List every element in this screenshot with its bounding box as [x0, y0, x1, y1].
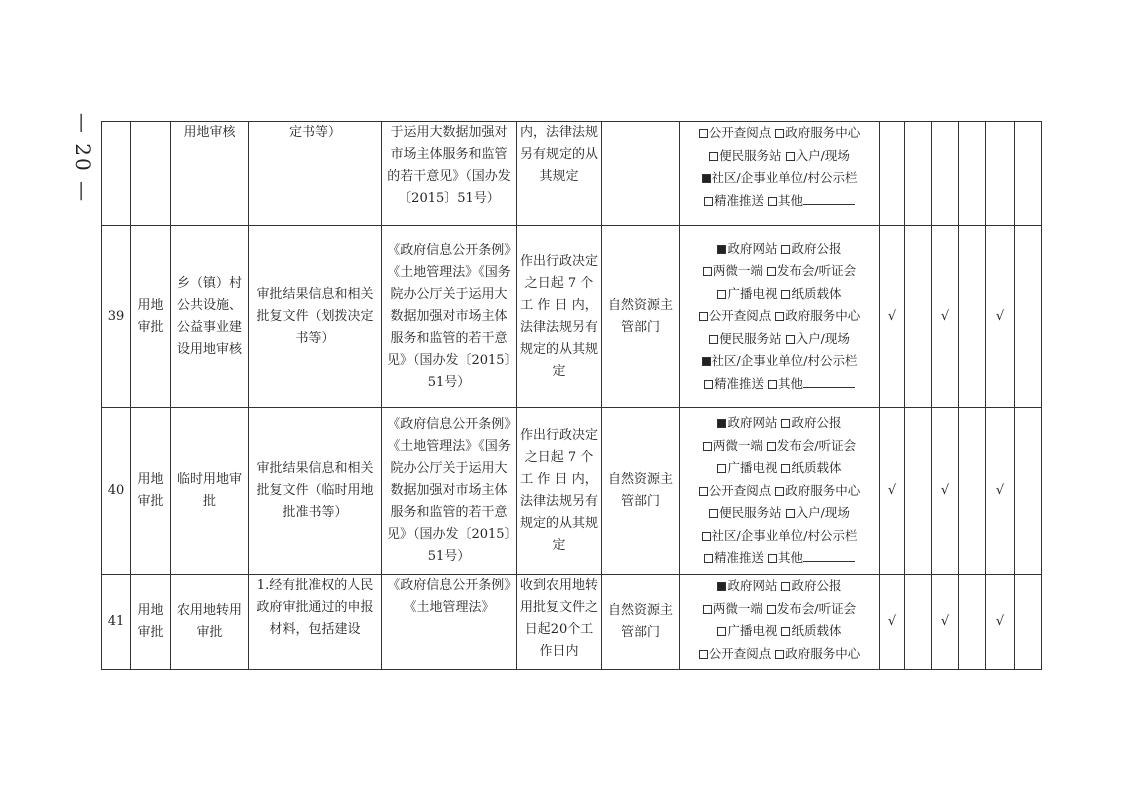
- check-mark-cell: [959, 122, 986, 226]
- checkbox-icon: [786, 509, 795, 518]
- checkbox-icon: [768, 197, 777, 206]
- channel-line: [683, 643, 876, 666]
- channel-line: [683, 547, 876, 570]
- checkbox-icon: [699, 487, 708, 496]
- legal-basis-cell-text: 于运用大数据加强对市场主体服务和监管的若干意见》（国办发〔2015〕51号）: [387, 125, 511, 206]
- check-mark-cell: [986, 226, 1015, 408]
- fill-in-blank: [803, 192, 855, 205]
- matter-name-cell-text: 用地审核: [183, 125, 236, 140]
- channel-label: 公开查阅点: [708, 482, 772, 498]
- checkbox-icon: [786, 335, 795, 344]
- channel-label: 公开查阅点: [708, 125, 772, 140]
- checkbox-icon: [709, 335, 718, 344]
- disclosure-channels-cell: [680, 408, 880, 575]
- check-mark-cell: [905, 122, 932, 226]
- check-mark-cell: [986, 122, 1015, 226]
- check-mark-cell: [932, 408, 959, 575]
- disclosure-channels-cell: [680, 575, 880, 670]
- legal-basis-cell: [382, 226, 517, 408]
- channel-label: 精准推送: [713, 192, 764, 208]
- page-number: [68, 112, 98, 204]
- channel-label: 公开查阅点: [708, 645, 772, 661]
- checkbox-icon: [699, 129, 708, 138]
- checkbox-icon: [709, 509, 718, 518]
- channel-label: 发布会/听证会: [776, 600, 857, 616]
- category-cell: [131, 122, 171, 226]
- checkbox-icon: [781, 419, 790, 428]
- check-mark: √: [940, 308, 950, 324]
- checkbox-icon: [717, 627, 726, 636]
- check-mark-cell: [932, 226, 959, 408]
- page-number-text: — 20 —: [71, 112, 96, 204]
- checkbox-icon: [775, 650, 784, 659]
- matter-name-cell-text: 农用地转用审批: [176, 603, 242, 640]
- checkbox-icon: [781, 464, 790, 473]
- channel-line: [683, 620, 876, 643]
- channel-label: 精准推送: [713, 375, 764, 391]
- table-row: [102, 226, 1042, 408]
- checkbox-icon: [775, 312, 784, 321]
- fill-in-blank: [803, 375, 855, 388]
- check-mark-cell: [932, 575, 959, 670]
- channel-line: [683, 373, 876, 396]
- channel-label: 政府服务中心: [785, 125, 861, 140]
- checkbox-icon: [703, 442, 712, 451]
- checkbox-icon: [786, 152, 795, 161]
- disclosure-content-cell-text: 审批结果信息和相关批复文件（划拨决定书等）: [256, 286, 374, 346]
- channel-line: [683, 283, 876, 306]
- row-number-cell-text: 41: [107, 614, 125, 629]
- table-row: [102, 575, 1042, 670]
- legal-basis-cell-text: 《政府信息公开条例》《土地管理法》《国务院办公厅关于运用大数据加强对市场主体服务和监管的若干意见》（国办发〔2015〕51号）: [386, 242, 512, 390]
- row-number-cell: [102, 226, 131, 408]
- disclosure-table: [101, 121, 1042, 670]
- channel-line: [683, 480, 876, 503]
- channel-line: [683, 122, 876, 145]
- responsible-dept-cell: [602, 226, 680, 408]
- row-number-cell: [102, 122, 131, 226]
- channel-line: [683, 238, 876, 261]
- check-mark: √: [887, 614, 897, 629]
- category-cell: [131, 575, 171, 670]
- disclosure-channels-cell: [680, 122, 880, 226]
- check-mark-cell: [1015, 575, 1042, 670]
- channel-label: 入户/现场: [795, 505, 850, 521]
- checkbox-icon: [709, 152, 718, 161]
- channel-label: 入户/现场: [795, 330, 850, 346]
- check-mark: √: [887, 308, 897, 324]
- table-body: [102, 122, 1042, 670]
- row-number-cell-text: 40: [107, 483, 125, 498]
- disclosure-content-cell: [249, 226, 382, 408]
- responsible-dept-cell: [602, 122, 680, 226]
- channel-label: 两微一端: [712, 263, 763, 279]
- checked-box-icon: [702, 357, 711, 366]
- checked-box-icon: [717, 582, 726, 591]
- responsible-dept-cell-text: 自然资源主管部门: [607, 472, 673, 509]
- checkbox-icon: [775, 129, 784, 138]
- channel-label: 社区/企事业单位/村公示栏: [711, 170, 858, 185]
- legal-basis-cell-text: 《政府信息公开条例》《土地管理法》《国务院办公厅关于运用大数据加强对市场主体服务和监管的若干意见》（国办发〔2015〕51号）: [386, 417, 512, 564]
- channel-label: 其他: [777, 192, 803, 208]
- channel-label: 便民服务站: [719, 505, 782, 521]
- channel-label: 广播电视: [727, 460, 778, 476]
- disclosure-content-cell: [249, 122, 382, 226]
- channel-label: 广播电视: [727, 285, 778, 301]
- channel-label: 便民服务站: [719, 330, 782, 346]
- category-cell-text: 用地审批: [137, 472, 164, 509]
- disclosure-channels-cell: [680, 226, 880, 408]
- legal-basis-cell: [382, 575, 517, 670]
- channel-label: 纸质载体: [791, 460, 842, 476]
- check-mark: √: [887, 483, 897, 498]
- row-number-cell: [102, 408, 131, 575]
- check-mark-cell: [986, 575, 1015, 670]
- checkbox-icon: [699, 312, 708, 321]
- channel-label: 纸质载体: [791, 285, 842, 301]
- checkbox-icon: [768, 380, 777, 389]
- checkbox-icon: [703, 267, 712, 276]
- time-limit-cell: [517, 408, 602, 575]
- channel-line: [683, 260, 876, 283]
- channel-label: 政府网站: [727, 415, 778, 431]
- channel-line: [683, 350, 876, 373]
- time-limit-cell: [517, 575, 602, 670]
- channel-line: [683, 457, 876, 480]
- time-limit-cell-text: 作出行政决定之日起 7 个 工 作 日 内，法律法规另有规定的从其规定: [520, 428, 599, 553]
- legal-basis-cell: [382, 408, 517, 575]
- matter-name-cell-text: 临时用地审批: [176, 472, 242, 509]
- channel-label: 政府公报: [791, 578, 842, 593]
- channel-label: 政府网站: [727, 578, 778, 593]
- checkbox-icon: [775, 487, 784, 496]
- checked-box-icon: [717, 419, 726, 428]
- channel-label: 社区/企事业单位/村公示栏: [711, 527, 858, 543]
- channel-label: 其他: [777, 375, 803, 391]
- table-row: [102, 408, 1042, 575]
- channel-label: 政府公报: [791, 240, 842, 256]
- fill-in-blank: [803, 549, 855, 562]
- category-cell: [131, 226, 171, 408]
- channel-label: 入户/现场: [795, 147, 850, 163]
- channel-line: [683, 435, 876, 458]
- check-mark-cell: [880, 226, 905, 408]
- channel-label: 其他: [777, 550, 803, 566]
- channel-label: 发布会/听证会: [776, 263, 857, 279]
- time-limit-cell-text: 收到农用地转用批复文件之日起20个工作日内: [520, 578, 599, 659]
- channel-line: [683, 412, 876, 435]
- channel-label: 纸质载体: [791, 623, 842, 638]
- channel-line: [683, 328, 876, 351]
- check-mark-cell: [959, 408, 986, 575]
- matter-name-cell: [171, 122, 249, 226]
- matter-name-cell: [171, 226, 249, 408]
- table-row: [102, 122, 1042, 226]
- legal-basis-cell-text: 《政府信息公开条例》《土地管理法》: [387, 578, 511, 615]
- disclosure-content-cell-text: 审批结果信息和相关批复文件（临时用地批准书等）: [256, 461, 374, 520]
- checkbox-icon: [699, 650, 708, 659]
- checkbox-icon: [717, 290, 726, 299]
- check-mark-cell: [959, 226, 986, 408]
- disclosure-content-cell-text: 1.经有批准权的人民政府审批通过的申报材料，包括建设: [256, 578, 374, 637]
- time-limit-cell-text: 内，法律法规另有规定的从其规定: [520, 125, 599, 184]
- checkbox-icon: [767, 605, 776, 614]
- checked-box-icon: [702, 174, 711, 183]
- channel-label: 社区/企事业单位/村公示栏: [711, 353, 858, 369]
- matter-name-cell: [171, 575, 249, 670]
- checked-box-icon: [717, 245, 726, 254]
- checkbox-icon: [704, 554, 713, 563]
- disclosure-content-cell-text: 定书等）: [288, 125, 341, 140]
- channel-line: [683, 525, 876, 548]
- check-mark-cell: [880, 122, 905, 226]
- checkbox-icon: [717, 464, 726, 473]
- check-mark-cell: [880, 408, 905, 575]
- checkbox-icon: [781, 245, 790, 254]
- checkbox-icon: [767, 267, 776, 276]
- check-mark-cell: [880, 575, 905, 670]
- time-limit-cell-text: 作出行政决定之日起 7 个 工 作 日 内，法律法规另有规定的从其规定: [520, 253, 599, 379]
- responsible-dept-cell-text: 自然资源主管部门: [607, 297, 673, 335]
- legal-basis-cell: [382, 122, 517, 226]
- channel-label: 广播电视: [727, 623, 778, 638]
- matter-name-cell: [171, 408, 249, 575]
- checkbox-icon: [702, 532, 711, 541]
- channel-label: 政府服务中心: [785, 645, 861, 661]
- category-cell-text: 用地审批: [137, 603, 164, 640]
- channel-label: 两微一端: [712, 600, 763, 616]
- responsible-dept-cell-text: 自然资源主管部门: [607, 603, 673, 640]
- checkbox-icon: [781, 290, 790, 299]
- disclosure-content-cell: [249, 575, 382, 670]
- check-mark-cell: [986, 408, 1015, 575]
- check-mark-cell: [1015, 122, 1042, 226]
- channel-label: 精准推送: [713, 550, 764, 566]
- responsible-dept-cell: [602, 408, 680, 575]
- channel-label: 两微一端: [712, 437, 763, 453]
- row-number-cell: [102, 575, 131, 670]
- channel-line: [683, 598, 876, 621]
- check-mark-cell: [1015, 226, 1042, 408]
- checkbox-icon: [704, 197, 713, 206]
- matter-name-cell-text: 乡（镇）村公共设施、公益事业建设用地审核: [176, 275, 242, 357]
- check-mark: √: [940, 614, 950, 629]
- checkbox-icon: [703, 605, 712, 614]
- channel-label: 发布会/听证会: [776, 437, 857, 453]
- check-mark-cell: [1015, 408, 1042, 575]
- check-mark: √: [995, 614, 1005, 629]
- category-cell: [131, 408, 171, 575]
- checkbox-icon: [704, 380, 713, 389]
- check-mark-cell: [905, 575, 932, 670]
- channel-line: [683, 167, 876, 190]
- channel-line: [683, 305, 876, 328]
- row-number-cell-text: 39: [107, 308, 125, 324]
- channel-line: [683, 145, 876, 168]
- check-mark-cell: [959, 575, 986, 670]
- disclosure-content-cell: [249, 408, 382, 575]
- channel-label: 政府网站: [727, 240, 778, 256]
- check-mark: √: [995, 483, 1005, 498]
- channel-line: [683, 502, 876, 525]
- responsible-dept-cell: [602, 575, 680, 670]
- channel-label: 政府服务中心: [785, 308, 861, 324]
- checkbox-icon: [767, 442, 776, 451]
- time-limit-cell: [517, 122, 602, 226]
- checkbox-icon: [768, 554, 777, 563]
- channel-line: [683, 575, 876, 598]
- channel-line: [683, 190, 876, 213]
- check-mark-cell: [905, 408, 932, 575]
- check-mark: √: [995, 308, 1005, 324]
- check-mark-cell: [905, 226, 932, 408]
- check-mark: √: [940, 483, 950, 498]
- channel-label: 便民服务站: [719, 147, 782, 163]
- checkbox-icon: [781, 627, 790, 636]
- category-cell-text: 用地审批: [137, 297, 164, 335]
- time-limit-cell: [517, 226, 602, 408]
- channel-label: 政府服务中心: [785, 482, 861, 498]
- check-mark-cell: [932, 122, 959, 226]
- channel-label: 政府公报: [791, 415, 842, 431]
- channel-label: 公开查阅点: [708, 308, 772, 324]
- checkbox-icon: [781, 582, 790, 591]
